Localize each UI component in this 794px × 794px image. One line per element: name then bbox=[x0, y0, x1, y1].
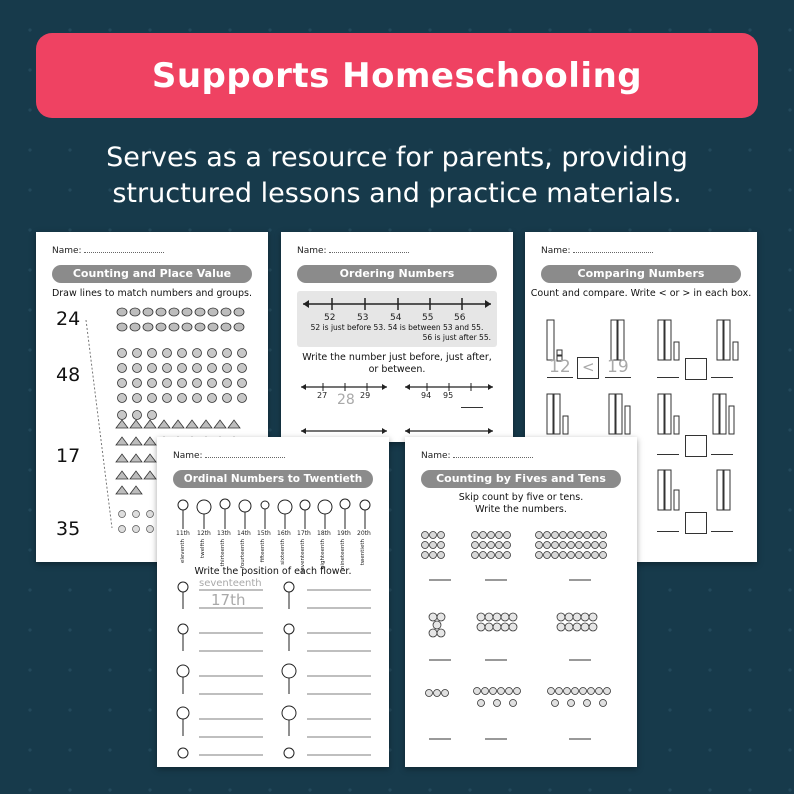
name-line: Name: bbox=[297, 246, 409, 256]
worksheet-instruction: Count and compare. Write < or > in each box. bbox=[530, 288, 752, 299]
answer-blank bbox=[461, 407, 483, 408]
subtitle-line-1: Serves as a resource for parents, providing bbox=[106, 142, 688, 173]
fact-line-2: 56 is just after 55. bbox=[422, 333, 491, 342]
ordinal-word: fifteenth bbox=[260, 539, 266, 563]
instruction-line-2: Write the numbers. bbox=[475, 504, 567, 515]
name-line: Name: bbox=[173, 451, 285, 461]
skip-count-groups bbox=[405, 437, 637, 767]
name-line: Name: bbox=[52, 246, 164, 256]
worksheet-title: Counting by Fives and Tens bbox=[421, 470, 621, 488]
exercise-answer: 28 bbox=[337, 392, 355, 408]
instruction-line-2: or between. bbox=[368, 364, 426, 375]
ordinal-word: twelfth bbox=[200, 539, 206, 559]
ordinal-number: 19th bbox=[337, 530, 351, 537]
ordinal-number: 13th bbox=[217, 530, 231, 537]
exercise-lines bbox=[281, 377, 513, 442]
ordinal-number: 18th bbox=[317, 530, 331, 537]
banner bbox=[36, 33, 758, 118]
answer-lines bbox=[157, 567, 389, 767]
worksheet-title: Comparing Numbers bbox=[541, 265, 741, 283]
answer-blank bbox=[657, 377, 679, 378]
worksheet-ordering-numbers bbox=[281, 232, 513, 442]
compare-symbol: < bbox=[582, 358, 595, 376]
answer-blank bbox=[711, 531, 733, 532]
worksheet-counting-fives-tens bbox=[405, 437, 637, 767]
worksheet-title: Ordinal Numbers to Twentieth bbox=[173, 470, 373, 488]
instruction-line-1: Skip count by five or tens. bbox=[458, 492, 584, 503]
tick-label: 53 bbox=[357, 313, 369, 323]
ordinal-word: fourteenth bbox=[240, 539, 246, 569]
example-word: seventeenth bbox=[199, 578, 262, 589]
ordinal-word: thirteenth bbox=[220, 539, 226, 567]
instruction-line-1: Write the number just before, just after, bbox=[302, 352, 492, 363]
ordinal-number: 20th bbox=[357, 530, 371, 537]
name-line: Name: bbox=[541, 246, 653, 256]
ordinal-number: 14th bbox=[237, 530, 251, 537]
ordinal-word: nineteenth bbox=[340, 539, 346, 569]
number-2: 48 bbox=[56, 364, 81, 386]
subtitle-line-2: structured lessons and practice materials. bbox=[112, 178, 682, 209]
worksheet-instruction: Draw lines to match numbers and groups. bbox=[51, 288, 253, 299]
name-line: Name: bbox=[421, 451, 533, 461]
exercise-right: 95 bbox=[443, 391, 454, 400]
tick-label: 52 bbox=[324, 313, 336, 323]
flower-row bbox=[157, 495, 389, 535]
ordinal-number: 17th bbox=[297, 530, 311, 537]
ordinal-number: 15th bbox=[257, 530, 271, 537]
answer-blank bbox=[711, 454, 733, 455]
ordinal-number: 16th bbox=[277, 530, 291, 537]
worksheet-title: Counting and Place Value bbox=[52, 265, 252, 283]
ordinal-word: sixteenth bbox=[280, 539, 286, 565]
answer-blank bbox=[657, 531, 679, 532]
tick-label: 56 bbox=[454, 313, 466, 323]
answer-blank bbox=[657, 454, 679, 455]
tick-label: 55 bbox=[422, 313, 434, 323]
exercise-left: 94 bbox=[421, 391, 432, 400]
worksheet-title: Ordering Numbers bbox=[297, 265, 497, 283]
exercise-right: 29 bbox=[360, 391, 371, 400]
ordinal-word: eleventh bbox=[180, 539, 186, 564]
ordinal-number: 11th bbox=[176, 530, 190, 537]
number-3: 17 bbox=[56, 445, 81, 467]
ordinal-number: 12th bbox=[197, 530, 211, 537]
number-4: 35 bbox=[56, 518, 81, 540]
compare-left: 12 bbox=[549, 357, 571, 377]
worksheet-instruction: Write the position of each flower. bbox=[194, 566, 352, 577]
ordinal-word: eighteenth bbox=[320, 539, 326, 569]
compare-box bbox=[685, 435, 707, 457]
number-1: 24 bbox=[56, 308, 81, 330]
tick-label: 54 bbox=[390, 313, 402, 323]
fact-line-1: 52 is just before 53. 54 is between 53 and 55. bbox=[310, 323, 484, 332]
compare-box bbox=[685, 512, 707, 534]
example-number: 17th bbox=[211, 591, 246, 609]
subtitle bbox=[20, 140, 774, 212]
compare-box bbox=[685, 358, 707, 380]
worksheet-ordinal-numbers bbox=[157, 437, 389, 767]
ordinal-word: twentieth bbox=[360, 539, 366, 566]
answer-blank bbox=[711, 377, 733, 378]
ordinal-word: seventeenth bbox=[300, 539, 306, 574]
banner-title: Supports Homeschooling bbox=[151, 55, 643, 96]
compare-right: 19 bbox=[607, 357, 629, 377]
exercise-left: 27 bbox=[317, 391, 328, 400]
